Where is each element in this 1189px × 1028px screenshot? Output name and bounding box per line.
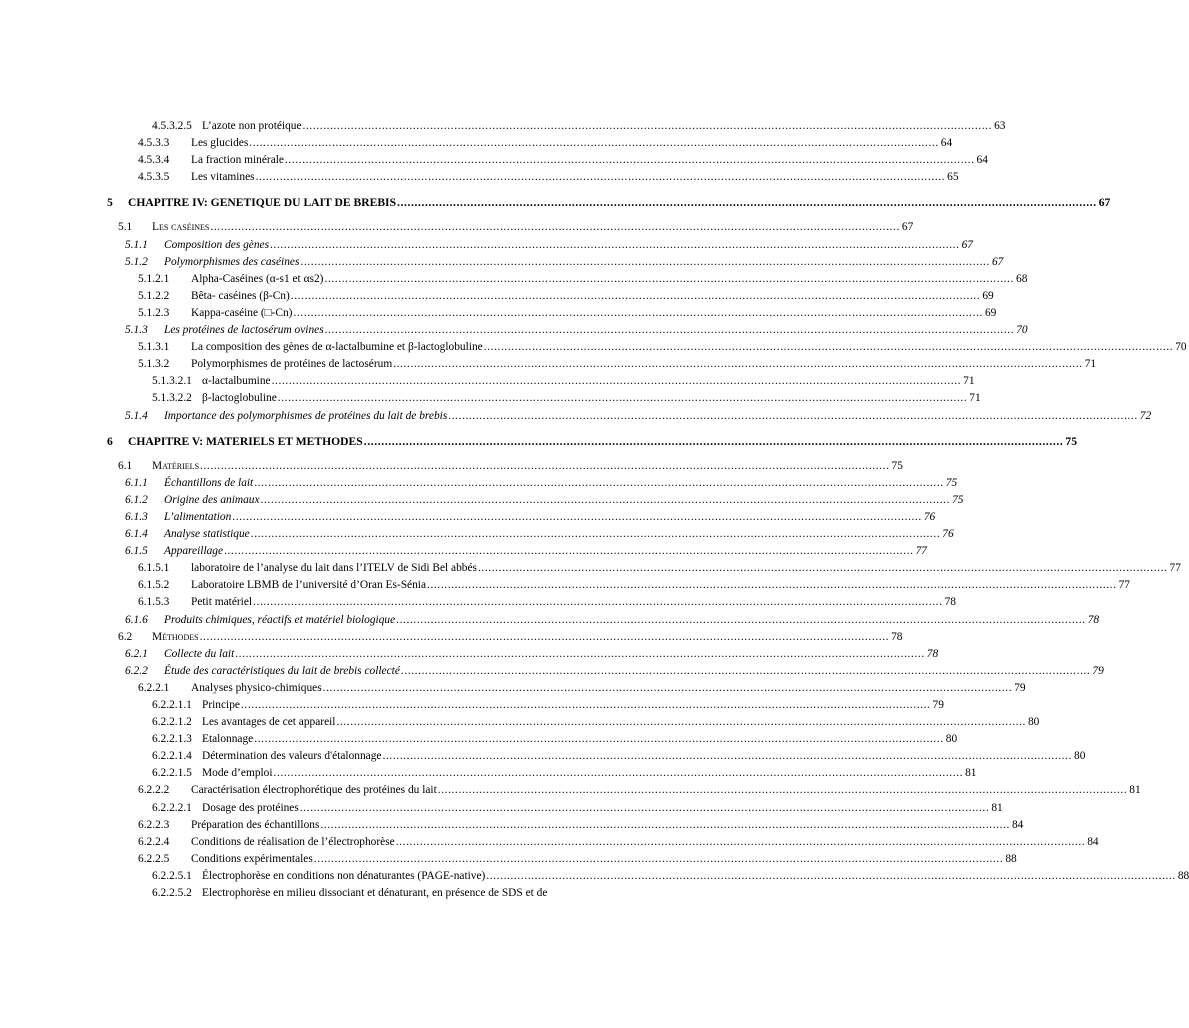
toc-entry-page: 65 (947, 171, 959, 184)
toc-entry-page: 79 (932, 699, 944, 711)
toc-entry-title: Petit matériel (191, 596, 253, 609)
toc-leader-dots: ........................................................................................................................................................................................................ (448, 409, 1138, 422)
toc-entry-page: 69 (982, 289, 994, 302)
toc-entry-number: 6.1.4 (125, 528, 148, 541)
toc-leader-dots: ........................................................................................................................................................................................................ (320, 818, 1010, 831)
toc-leader-dots: ........................................................................................................................................................................................................ (300, 255, 990, 268)
toc-entry-page: 72 (1139, 409, 1152, 422)
toc-entry-number: 6.1 (118, 459, 133, 472)
toc-leader-dots: ........................................................................................................................................................................................................ (235, 647, 925, 660)
toc-entry[interactable] (0, 817, 1024, 834)
toc-entry-number: 5.1.1 (125, 238, 148, 251)
toc-entry-number: 4.5.3.2.5 (152, 120, 192, 132)
toc-entry-number: 6.2.2.1.2 (152, 716, 192, 729)
toc-entry[interactable] (0, 322, 1028, 339)
toc-entry-number: 5.1.2 (125, 255, 148, 268)
toc-entry-number: 6.1.5.3 (138, 596, 170, 609)
toc-entry-title: laboratoire de l’analyse du lait dans l’ITELV de Sidi Bel abbés (191, 562, 477, 575)
toc-leader-dots: ........................................................................................................................................................................................................ (254, 733, 944, 746)
toc-entry[interactable] (0, 194, 1111, 211)
toc-entry[interactable] (0, 851, 1017, 868)
toc-leader-dots: ........................................................................................................................................................................................................ (224, 545, 914, 558)
toc-entry[interactable] (0, 714, 1040, 731)
toc-entry-number: 5.1.3.2 (138, 358, 170, 371)
toc-entry[interactable] (0, 748, 1086, 765)
toc-entry[interactable] (0, 800, 1003, 817)
toc-entry-title: Électrophorèse en conditions non dénaturantes (PAGE-native) (202, 869, 486, 882)
toc-leader-dots: ........................................................................................................................................................................................................ (437, 784, 1128, 797)
toc-entry[interactable] (0, 577, 1130, 594)
toc-entry-title: CHAPITRE IV: GENETIQUE DU LAIT DE BREBIS (128, 196, 397, 210)
toc-leader-dots: ........................................................................................................................................................................................................ (199, 630, 890, 643)
toc-entry-page: 77 (1118, 579, 1130, 592)
toc-entry[interactable] (0, 663, 1104, 680)
toc-entry-title: Conditions de réalisation de l’électrophorèse (191, 835, 395, 848)
toc-entry-title: Préparation des échantillons (191, 818, 320, 831)
toc-entry-page: 75 (891, 459, 903, 472)
toc-entry-page: 70 (1016, 324, 1028, 337)
toc-entry-page: 69 (984, 306, 997, 319)
toc-entry-number: 6.1.2 (125, 493, 148, 506)
toc-entry-title: Matériels (152, 459, 200, 472)
toc-entry[interactable] (0, 254, 1004, 271)
toc-entry-title: Polymorphismes de protéines de lactosérum (191, 358, 393, 371)
toc-entry-number: 6.2.2.5 (138, 852, 170, 865)
toc-leader-dots: ........................................................................................................................................................................................................ (273, 767, 964, 780)
toc-entry-title: Conditions expérimentales (191, 852, 313, 865)
toc-leader-dots: ........................................................................................................................................................................................................ (271, 375, 962, 388)
toc-entry-page: 64 (976, 154, 988, 167)
toc-entry[interactable] (0, 219, 914, 236)
toc-leader-dots: ........................................................................................................................................................................................................ (313, 852, 1004, 865)
toc-entry-number: 6.2.1 (125, 647, 148, 660)
toc-entry-title: Étude des caractéristiques du lait de brebis collecté (164, 664, 400, 677)
toc-entry-number: 4.5.3.5 (138, 171, 170, 184)
toc-entry-title: L’alimentation (164, 510, 232, 523)
toc-entry-number: 5.1.3 (125, 324, 148, 337)
toc-entry-title: Alpha-Caséines (α-s1 et αs2) (191, 272, 324, 285)
toc-entry-number: 5.1.4 (125, 409, 148, 422)
toc-entry[interactable] (0, 118, 1006, 135)
toc-entry[interactable] (0, 305, 997, 322)
toc-entry-number: 6.2.2.1 (138, 681, 170, 694)
toc-entry-page: 84 (1087, 835, 1099, 848)
toc-entry-number: 6.2.2.3 (138, 818, 170, 831)
toc-leader-dots: ........................................................................................................................................................................................................ (302, 120, 993, 132)
toc-entry[interactable] (0, 594, 956, 611)
chapter-spacer (0, 211, 700, 219)
toc-entry-page: 78 (1087, 613, 1100, 626)
toc-entry-page: 78 (944, 596, 956, 609)
toc-entry-title: Produits chimiques, réactifs et matériel biologique (164, 613, 396, 626)
toc-entry-number: 5.1.3.2.1 (152, 375, 192, 388)
toc-entry[interactable] (0, 152, 988, 169)
toc-entry-page: 88 (1005, 852, 1017, 865)
toc-entry-number: 6.2 (118, 630, 133, 643)
toc-entry-title: β-lactoglobuline (202, 392, 277, 405)
toc-entry[interactable] (0, 339, 1187, 356)
toc-entry-page: 75 (952, 493, 964, 506)
toc-entry-page: 64 (940, 137, 953, 150)
toc-leader-dots: ........................................................................................................................................................................................................ (250, 528, 941, 541)
toc-entry[interactable] (0, 629, 903, 646)
toc-entry-number: 6.1.5.1 (138, 562, 170, 575)
toc-entry-title: Collecte du lait (164, 647, 235, 660)
toc-entry[interactable] (0, 271, 1028, 288)
toc-entry-page: 71 (963, 375, 975, 388)
toc-leader-dots: ........................................................................................................................................................................................................ (254, 476, 944, 489)
toc-leader-dots: ........................................................................................................................................................................................................ (397, 196, 1097, 210)
toc-entry-number: 6.2.2.5.2 (152, 887, 192, 900)
toc-entry-page: 71 (1084, 358, 1097, 371)
toc-entry-page: 75 (945, 476, 958, 489)
toc-entry[interactable] (0, 135, 953, 152)
toc-entry-page: 76 (942, 528, 954, 541)
toc-entry-number: 6 (107, 434, 113, 448)
toc-entry[interactable] (0, 526, 954, 543)
toc-entry-page: 80 (1027, 716, 1040, 729)
toc-entry-page: 81 (965, 767, 977, 780)
toc-leader-dots: ........................................................................................................................................................................................................ (284, 154, 975, 167)
toc-entry[interactable] (0, 458, 903, 475)
toc-entry-page: 77 (1169, 562, 1181, 575)
toc-leader-dots: ........................................................................................................................................................................................................ (249, 137, 939, 150)
toc-entry-page: 67 (991, 255, 1004, 268)
toc-entry-title: Mode d’emploi (202, 767, 273, 780)
toc-entry-page: 78 (926, 647, 939, 660)
toc-entry-page: 80 (945, 733, 958, 746)
toc-leader-dots: ........................................................................................................................................................................................................ (393, 358, 1083, 371)
toc-entry-title: Analyses physico-chimiques (191, 681, 322, 694)
toc-entry-title: Méthodes (152, 630, 199, 643)
toc-entry-page: 84 (1011, 818, 1024, 831)
toc-entry-title: Analyse statistique (164, 528, 250, 541)
toc-entry-number: 5.1.2.2 (138, 289, 170, 302)
toc-entry-title: Les caséines (152, 221, 210, 234)
toc-entry-number: 4.5.3.4 (138, 154, 170, 167)
toc-entry[interactable] (0, 543, 927, 560)
toc-entry-page: 79 (1092, 664, 1104, 677)
toc-leader-dots: ........................................................................................................................................................................................................ (427, 579, 1117, 592)
toc-entry-number: 5.1 (118, 221, 133, 234)
toc-entry[interactable] (0, 475, 958, 492)
toc-entry-title: Origine des animaux (164, 493, 260, 506)
toc-entry-number: 6.1.5.2 (138, 579, 170, 592)
toc-entry-page: 81 (991, 801, 1003, 814)
chapter-spacer (0, 425, 700, 433)
toc-entry[interactable] (0, 697, 944, 714)
toc-leader-dots: ........................................................................................................................................................................................................ (396, 613, 1086, 626)
toc-entry-title: Composition des gènes (164, 238, 270, 251)
toc-entry-number: 6.2.2.2 (138, 784, 170, 797)
toc-entry[interactable] (0, 646, 939, 663)
toc-entry[interactable] (0, 390, 981, 407)
toc-leader-dots: ........................................................................................................................................................................................................ (322, 681, 1013, 694)
toc-leader-dots: ........................................................................................................................................................................................................ (299, 801, 990, 814)
toc-entry-page: 67 (961, 238, 973, 251)
toc-entry-title: Electrophorèse en milieu dissociant et dénaturant, en présence de SDS et de (202, 887, 548, 900)
toc-entry[interactable] (0, 492, 964, 509)
toc-entry-page: 70 (1175, 341, 1187, 354)
toc-leader-dots: ........................................................................................................................................................................................................ (336, 716, 1026, 729)
toc-entry-page: 78 (891, 630, 903, 643)
toc-entry-number: 6.1.6 (125, 613, 148, 626)
toc-entry-title: La composition des gènes de α-lactalbumine et β-lactoglobuline (191, 341, 483, 354)
toc-leader-dots: ........................................................................................................................................................................................................ (253, 596, 943, 609)
toc-entry-page: 71 (969, 392, 981, 405)
toc-entry-page: 76 (923, 510, 936, 523)
toc-leader-dots: ........................................................................................................................................................................................................ (395, 835, 1086, 848)
toc-entry-page: 63 (994, 120, 1006, 132)
toc-entry-title: Laboratoire LBMB de l’université d’Oran Es-Sénia (191, 579, 427, 592)
toc-entry[interactable] (0, 560, 1181, 577)
toc-leader-dots: ........................................................................................................................................................................................................ (363, 434, 1064, 448)
toc-leader-dots: ........................................................................................................................................................................................................ (382, 750, 1073, 763)
toc-entry-number: 5.1.3.1 (138, 341, 170, 354)
toc-entry-number: 6.2.2.1.4 (152, 750, 192, 763)
chapter-spacer (0, 186, 700, 194)
toc-entry-number: 5.1.3.2.2 (152, 392, 192, 405)
toc-entry-title: Échantillons de lait (164, 476, 254, 489)
toc-leader-dots: ........................................................................................................................................................................................................ (324, 272, 1014, 285)
toc-entry-number: 5.1.2.1 (138, 272, 170, 285)
toc-entry-title: CHAPITRE V: MATERIELS ET METHODES (128, 434, 363, 448)
toc-entry-page: 81 (1129, 784, 1141, 797)
toc-entry-number: 4.5.3.3 (138, 137, 170, 150)
toc-leader-dots: ........................................................................................................................................................................................................ (486, 869, 1176, 882)
toc-entry-page: 79 (1014, 681, 1026, 694)
toc-entry[interactable] (0, 680, 1026, 697)
toc-entry-title: La fraction minérale (191, 154, 284, 167)
toc-entry[interactable] (0, 765, 977, 782)
toc-entry[interactable] (0, 433, 1078, 450)
toc-entry[interactable] (0, 408, 1152, 425)
toc-entry-number: 5 (107, 196, 113, 210)
toc-entry-number: 6.2.2.1.5 (152, 767, 192, 780)
toc-entry-number: 6.1.3 (125, 510, 148, 523)
toc-entry[interactable] (0, 509, 936, 526)
toc-entry[interactable] (0, 169, 959, 186)
toc-entry[interactable] (0, 373, 975, 390)
toc-entry-number: 6.2.2.1.1 (152, 699, 192, 711)
toc-entry[interactable] (0, 731, 958, 748)
toc-entry-page: 68 (1016, 272, 1028, 285)
toc-entry[interactable] (0, 356, 1097, 373)
toc-entry-title: Principe (202, 699, 240, 711)
toc-entry-page: 75 (1065, 434, 1078, 448)
toc-entry-title: Détermination des valeurs d'étalonnage (202, 750, 382, 763)
toc-entry-title: Les protéines de lactosérum ovines (164, 324, 324, 337)
toc-entry-title: Caractérisation électrophorétique des protéines du lait (191, 784, 437, 797)
toc-leader-dots: ........................................................................................................................................................................................................ (277, 392, 968, 405)
toc-leader-dots: ........................................................................................................................................................................................................ (477, 562, 1168, 575)
toc-leader-dots: ........................................................................................................................................................................................................ (240, 699, 931, 711)
toc-entry-title: L’azote non protéique (202, 120, 302, 132)
toc-entry-number: 6.2.2 (125, 664, 148, 677)
toc-leader-dots: ........................................................................................................................................................................................................ (255, 171, 946, 184)
toc-entry-title: Les avantages de cet appareil (202, 716, 336, 729)
toc-leader-dots: ........................................................................................................................................................................................................ (260, 493, 951, 506)
toc-entry-number: 6.1.1 (125, 476, 148, 489)
toc-leader-dots: ........................................................................................................................................................................................................ (324, 324, 1015, 337)
toc-entry[interactable] (0, 288, 994, 305)
toc-entry-page: 88 (1177, 869, 1189, 882)
toc-entry[interactable] (0, 834, 1099, 851)
toc-entry[interactable] (0, 612, 1100, 629)
toc-entry-title: Importance des polymorphismes de protéines du lait de brebis (164, 409, 448, 422)
table-of-contents (0, 118, 1189, 902)
toc-leader-dots: ........................................................................................................................................................................................................ (290, 289, 981, 302)
toc-leader-dots: ........................................................................................................................................................................................................ (483, 341, 1174, 354)
toc-entry-number: 6.2.2.4 (138, 835, 170, 848)
chapter-spacer (0, 450, 700, 458)
toc-entry-title: Kappa-caséine (□-Cn) (191, 306, 293, 319)
toc-entry[interactable] (0, 782, 1141, 799)
toc-entry-number: 6.2.2.2.1 (152, 801, 192, 814)
toc-entry-page: 80 (1074, 750, 1086, 763)
toc-entry-number: 5.1.2.3 (138, 306, 170, 319)
toc-leader-dots: ........................................................................................................................................................................................................ (400, 664, 1091, 677)
toc-leader-dots: ........................................................................................................................................................................................................ (210, 221, 900, 234)
toc-leader-dots: ........................................................................................................................................................................................................ (270, 238, 960, 251)
toc-leader-dots: ........................................................................................................................................................................................................ (232, 510, 922, 523)
toc-leader-dots: ........................................................................................................................................................................................................ (200, 459, 890, 472)
toc-entry-page: 77 (915, 545, 927, 558)
toc-leader-dots: ........................................................................................................................................................................................................ (293, 306, 983, 319)
toc-entry[interactable] (0, 885, 700, 902)
toc-entry-title: Les vitamines (191, 171, 255, 184)
toc-entry-title: Les glucides (191, 137, 249, 150)
toc-entry-title: Polymorphismes des caséines (164, 255, 300, 268)
toc-entry-title: Bêta- caséines (β-Cn) (191, 289, 290, 302)
toc-entry[interactable] (0, 237, 973, 254)
toc-entry-title: α-lactalbumine (202, 375, 271, 388)
toc-entry-page: 67 (1098, 196, 1111, 210)
toc-entry-number: 6.1.5 (125, 545, 148, 558)
toc-entry-title: Dosage des protéines (202, 801, 299, 814)
toc-entry-number: 6.2.2.1.3 (152, 733, 192, 746)
toc-entry-title: Etalonnage (202, 733, 254, 746)
toc-entry-title: Appareillage (164, 545, 224, 558)
toc-entry[interactable] (0, 868, 1189, 885)
toc-entry-page: 67 (901, 221, 914, 234)
toc-entry-number: 6.2.2.5.1 (152, 869, 192, 882)
